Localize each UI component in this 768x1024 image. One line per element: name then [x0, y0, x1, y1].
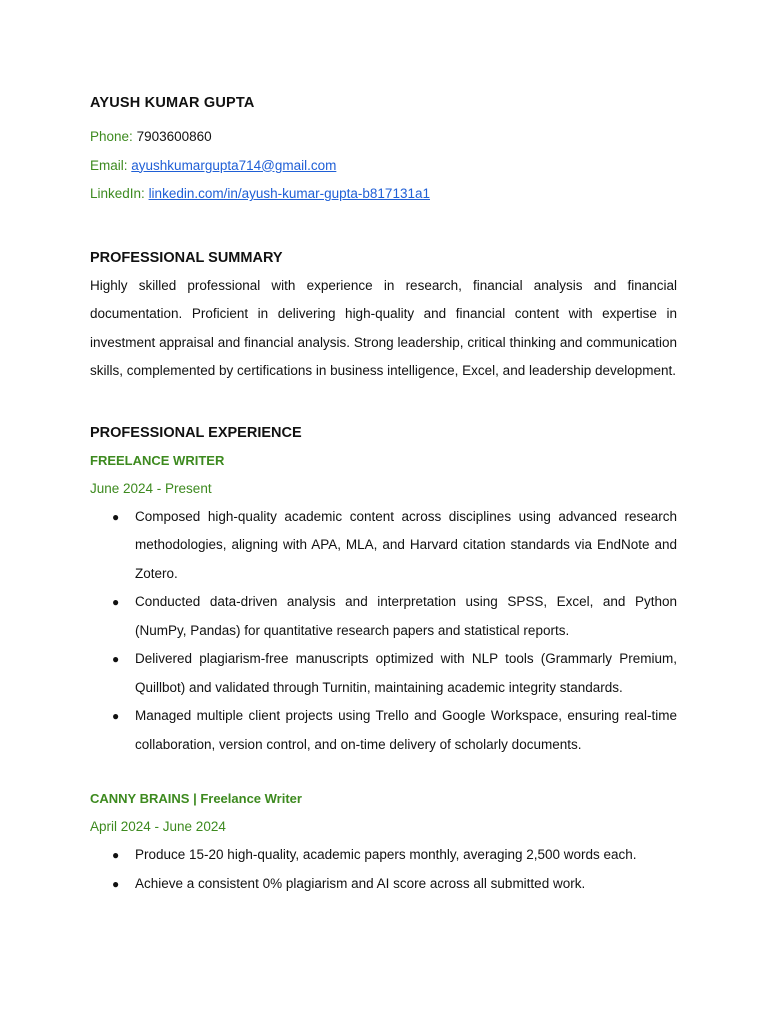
summary-text: Highly skilled professional with experience in research, financial analysis and financial documentation. Proficient in delivering high-quality and financial content with expertise in investment appraisal and financial analysis. Strong leadership, critical thinking and communication skills, complemented by certifications in business intelligence, Excel, and leadership development. [90, 277, 677, 378]
job-bullets [90, 503, 677, 760]
bullet-text: Produce 15-20 high-quality, academic papers monthly, averaging 2,500 words each. [135, 847, 637, 862]
job-dates: June 2024 - Present [90, 480, 212, 496]
bullet-text: Composed high-quality academic content across disciplines using advanced research methodologies, aligning with APA, MLA, and Harvard citation standards via EndNote and Zotero. [135, 508, 677, 581]
bullet-text: Conducted data-driven analysis and interpretation using SPSS, Excel, and Python (NumPy, Pandas) for quantitative research papers and statistical reports. [135, 594, 677, 638]
email-link[interactable]: ayushkumargupta714@gmail.com [131, 157, 337, 173]
phone-value: 7903600860 [136, 129, 212, 144]
job-bullets [90, 841, 677, 898]
bullet-icon: ● [112, 595, 120, 609]
email-line [90, 152, 677, 181]
job-dates: April 2024 - June 2024 [90, 819, 226, 834]
phone-label: Phone: [90, 129, 133, 144]
title-separator: | [193, 791, 197, 806]
bullet-text: Delivered plagiarism-free manuscripts optimized with NLP tools (Grammarly Premium, Quillbot) and validated through Turnitin, maintaining academic integrity standards. [135, 651, 677, 695]
bullet-icon: ● [112, 709, 120, 723]
bullet-icon: ● [112, 652, 120, 666]
job-title: FREELANCE WRITER [90, 452, 225, 468]
bullet-text: Managed multiple client projects using Trello and Google Workspace, ensuring real-time collaboration, version control, and on-time delivery of scholarly documents. [135, 708, 677, 752]
candidate-name: AYUSH KUMAR GUPTA [90, 95, 255, 111]
phone-line [90, 123, 677, 152]
bullet-item [90, 588, 677, 645]
bullet-item [90, 870, 677, 899]
linkedin-link[interactable]: linkedin.com/in/ayush-kumar-gupta-b817131a1 [148, 186, 430, 201]
job-title [90, 789, 677, 809]
bullet-item [90, 702, 677, 759]
job-role: Freelance Writer [200, 791, 302, 806]
linkedin-line [90, 180, 677, 209]
bullet-text: Achieve a consistent 0% plagiarism and AI score across all submitted work. [135, 875, 586, 891]
bullet-item [90, 645, 677, 702]
linkedin-label: LinkedIn: [90, 186, 145, 201]
summary-heading: PROFESSIONAL SUMMARY [90, 249, 283, 266]
company-name: CANNY BRAINS [90, 791, 190, 806]
bullet-item [90, 841, 677, 870]
bullet-item [90, 503, 677, 589]
experience-heading: PROFESSIONAL EXPERIENCE [90, 424, 302, 441]
bullet-icon: ● [112, 848, 120, 862]
email-label: Email: [90, 157, 128, 173]
bullet-icon: ● [112, 876, 120, 891]
bullet-icon: ● [112, 509, 120, 524]
